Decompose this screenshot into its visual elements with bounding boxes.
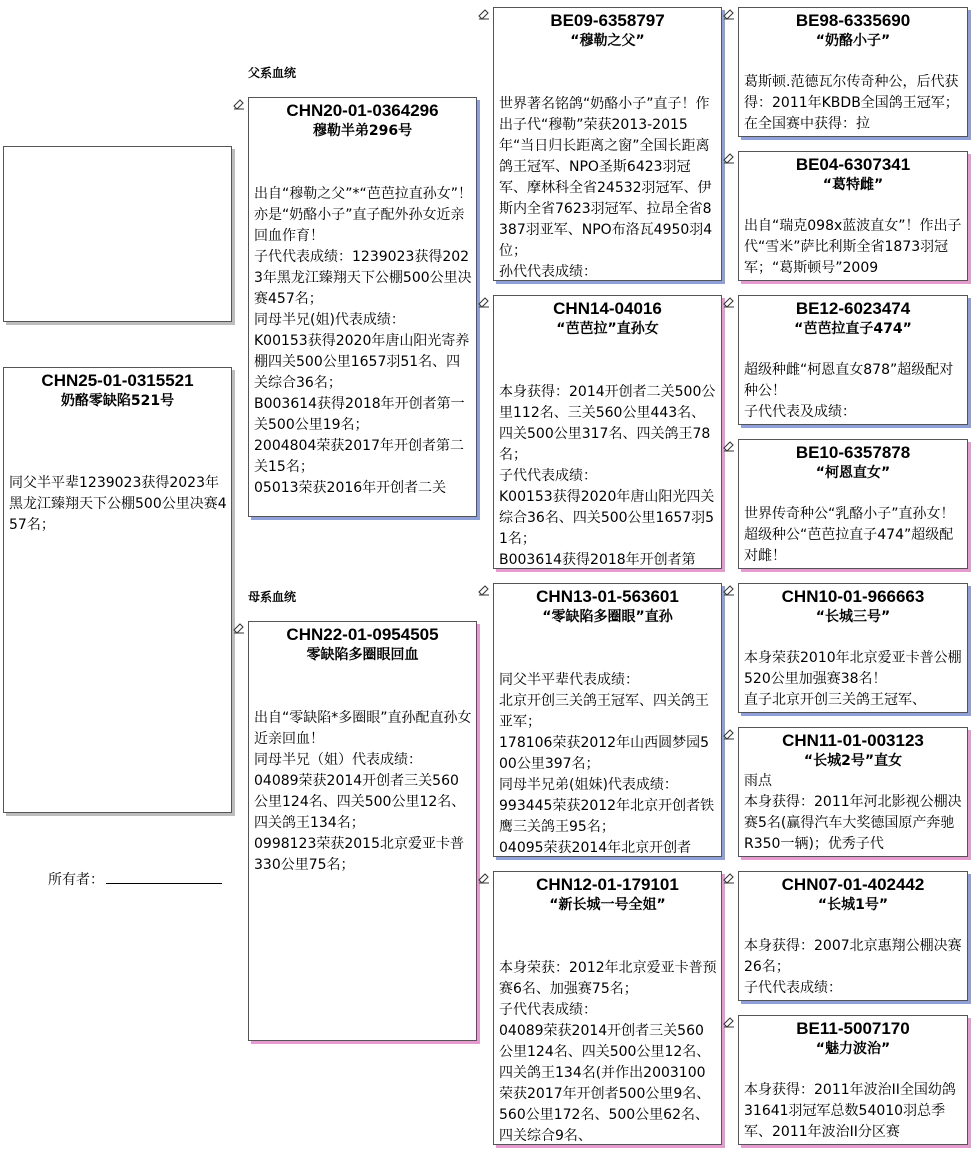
dsd-card[interactable]: [738, 727, 968, 857]
edit-pencil-icon[interactable]: [477, 7, 491, 21]
sire-dam-card[interactable]: [493, 295, 722, 569]
dam-line-label: 母系血统: [248, 590, 297, 604]
dam-dam-ring-number: CHN12-01-179101: [536, 875, 679, 894]
dam-dam-name: “新长城一号全姐”: [549, 897, 666, 913]
sss-card[interactable]: [738, 7, 968, 137]
sdd-description: 世界传奇种公“乳酪小子”直孙女！超级种公“芭芭拉直子474”超级配对雌！: [744, 506, 955, 564]
dam-ring-number: CHN22-01-0954505: [286, 625, 439, 644]
sire-sire-description: 世界著名铭鸽“奶酪小子”直子！作出子代“穆勒”荣获2013-2015年“当日归长距离之窗”全国长距离鸽王冠军、NPO圣斯6423羽冠军、摩林科全省24532羽冠军、伊斯内全省7623羽冠军、拉昂全省8387羽亚军、NPO布洛瓦4950羽4位； 孙代代表成绩：: [499, 96, 713, 280]
sire-sire-card[interactable]: [493, 7, 722, 281]
sds-ring-number: BE12-6023474: [795, 299, 911, 318]
dsd-description: 雨点 本身获得：2011年河北影视公棚决赛5名(赢得汽车大奖德国原产奔驰R350一辆)；优秀子代: [744, 773, 962, 852]
dss-description: 本身荣获2010年北京爱亚卡普公棚520公里加强赛38名！ 直子北京开创三关鸽王冠军、: [744, 650, 962, 708]
sire-dam-ring-number: CHN14-04016: [553, 299, 662, 318]
dam-sire-name: “零缺陷多圈眼”直孙: [542, 609, 673, 625]
subject-card[interactable]: [3, 367, 232, 813]
subject-ring-number: CHN25-01-0315521: [41, 371, 194, 390]
sss-name: “奶酪小子”: [815, 33, 891, 49]
edit-pencil-icon[interactable]: [477, 871, 491, 885]
ssd-name: “葛特雌”: [822, 177, 884, 193]
edit-pencil-icon[interactable]: [722, 1015, 736, 1029]
sdd-card[interactable]: [738, 439, 968, 569]
ddd-ring-number: BE11-5007170: [796, 1019, 910, 1038]
dss-card[interactable]: [738, 583, 968, 713]
dss-name: “长城三号”: [815, 609, 891, 625]
edit-pencil-icon[interactable]: [722, 439, 736, 453]
sss-ring-number: BE98-6335690: [795, 11, 911, 30]
ssd-ring-number: BE04-6307341: [795, 155, 911, 174]
sire-description: 出自“穆勒之父”*“芭芭拉直孙女”！ 亦是“奶酪小子”直子配外孙女近亲回血作育！ 子代代表成绩：1239023获得2023年黑龙江臻翔天下公棚500公里决赛457名； 同母半兄(姐)代表成绩： K00153获得2020年唐山阳光寄养棚四关500公里1657羽51名、四关综合36名； B003614获得2018年开创者第一关500公里19名； 2004804荣获2017年开创者第二关15名； 05013荣获2016年开创者二关: [254, 186, 473, 496]
sire-card[interactable]: [248, 97, 477, 517]
sds-name: “芭芭拉直子474”: [794, 321, 912, 337]
sire-sire-ring-number: BE09-6358797: [550, 11, 665, 30]
edit-pencil-icon[interactable]: [722, 583, 736, 597]
sss-description: 葛斯顿.范德瓦尔传奇种公，后代获得：2011年KBDB全国鸽王冠军；在全国赛中获得：拉: [744, 74, 959, 132]
owner-field[interactable]: [48, 869, 222, 889]
dam-card[interactable]: [248, 621, 477, 1041]
dam-dam-description: 本身荣获：2012年北京爱亚卡普预赛6名、加强赛75名； 子代代表成绩： 04089荣获2014开创者三关560公里124名、四关500公里12名、四关鸽王134名(并作出2003100荣获2017年开创者500公里9名、560公里172名、500公里62名、四关综合9名、: [499, 960, 717, 1144]
subject-name: 奶酪零缺陷521号: [60, 393, 175, 409]
sire-dam-description: 本身获得：2014开创者二关500公里112名、三关560公里443名、四关500公里317名、四关鸽王78名； 子代代表成绩： K00153获得2020年唐山阳光四关综合36名、四关500公里1657羽51名； B003614获得2018年开创者第: [499, 384, 716, 568]
ddd-name: “魅力波治”: [815, 1041, 891, 1057]
dam-dam-card[interactable]: [493, 871, 722, 1145]
edit-pencil-icon[interactable]: [722, 7, 736, 21]
dds-name: “长城1号”: [817, 897, 889, 913]
subject-description: 同父半平辈1239023获得2023年黑龙江臻翔天下公棚500公里决赛457名；: [9, 475, 227, 533]
dds-description: 本身获得：2007北京惠翔公棚决赛26名； 子代代表成绩：: [744, 938, 962, 996]
dsd-ring-number: CHN11-01-003123: [782, 731, 924, 750]
sire-name: 穆勒半弟296号: [312, 123, 413, 139]
sds-card[interactable]: [738, 295, 968, 425]
sire-line-label: 父系血统: [248, 66, 297, 80]
edit-pencil-icon[interactable]: [477, 295, 491, 309]
edit-pencil-icon[interactable]: [722, 871, 736, 885]
dsd-name: “长城2号”直女: [803, 753, 903, 769]
sire-dam-name: “芭芭拉”直孙女: [556, 321, 659, 337]
sdd-name: “柯恩直女”: [815, 465, 891, 481]
photo-placeholder[interactable]: [3, 146, 232, 322]
dds-card[interactable]: [738, 871, 968, 1001]
edit-pencil-icon[interactable]: [232, 97, 246, 111]
dam-description: 出自“零缺陷*多圈眼”直孙配直孙女近亲回血！ 同母半兄（姐）代表成绩： 04089荣获2014开创者三关560公里124名、四关500公里12名、四关鸽王134名； 0998123荣获2015北京爱亚卡普330公里75名；: [254, 710, 472, 873]
ddd-description: 本身获得：2011年波治II全国幼鸽31641羽冠军总数54010羽总季军、2011年波治II分区赛: [744, 1082, 956, 1140]
sire-ring-number: CHN20-01-0364296: [286, 101, 439, 120]
edit-pencil-icon[interactable]: [722, 295, 736, 309]
edit-pencil-icon[interactable]: [722, 727, 736, 741]
edit-pencil-icon[interactable]: [232, 621, 246, 635]
owner-label: 所有者：: [48, 872, 104, 888]
ssd-card[interactable]: [738, 151, 968, 281]
sire-sire-name: “穆勒之父”: [570, 33, 645, 49]
sdd-ring-number: BE10-6357878: [795, 443, 911, 462]
dss-ring-number: CHN10-01-966663: [781, 587, 925, 606]
dam-sire-ring-number: CHN13-01-563601: [536, 587, 679, 606]
dam-sire-card[interactable]: [493, 583, 722, 857]
edit-pencil-icon[interactable]: [477, 583, 491, 597]
dds-ring-number: CHN07-01-402442: [781, 875, 925, 894]
sds-description: 超级种雌“柯恩直女878”超级配对种公！ 子代代表及成绩：: [744, 362, 954, 420]
owner-blank-line[interactable]: [106, 869, 222, 884]
ddd-card[interactable]: [738, 1015, 968, 1145]
dam-name: 零缺陷多圈眼回血: [306, 647, 419, 663]
dam-sire-description: 同父半平辈代表成绩： 北京开创三关鸽王冠军、四关鸽王亚军； 178106荣获2012年山西圆梦园500公里397名； 同母半兄弟(姐妹)代表成绩： 993445荣获2012年北京开创者铁鹰三关鸽王95名； 04095荣获2014年北京开创者: [499, 672, 715, 856]
edit-pencil-icon[interactable]: [722, 151, 736, 165]
ssd-description: 出自“瑞克098x蓝波直女”！作出子代“雪米”萨比利斯全省1873羽冠军；“葛斯顿号”2009: [744, 218, 962, 276]
